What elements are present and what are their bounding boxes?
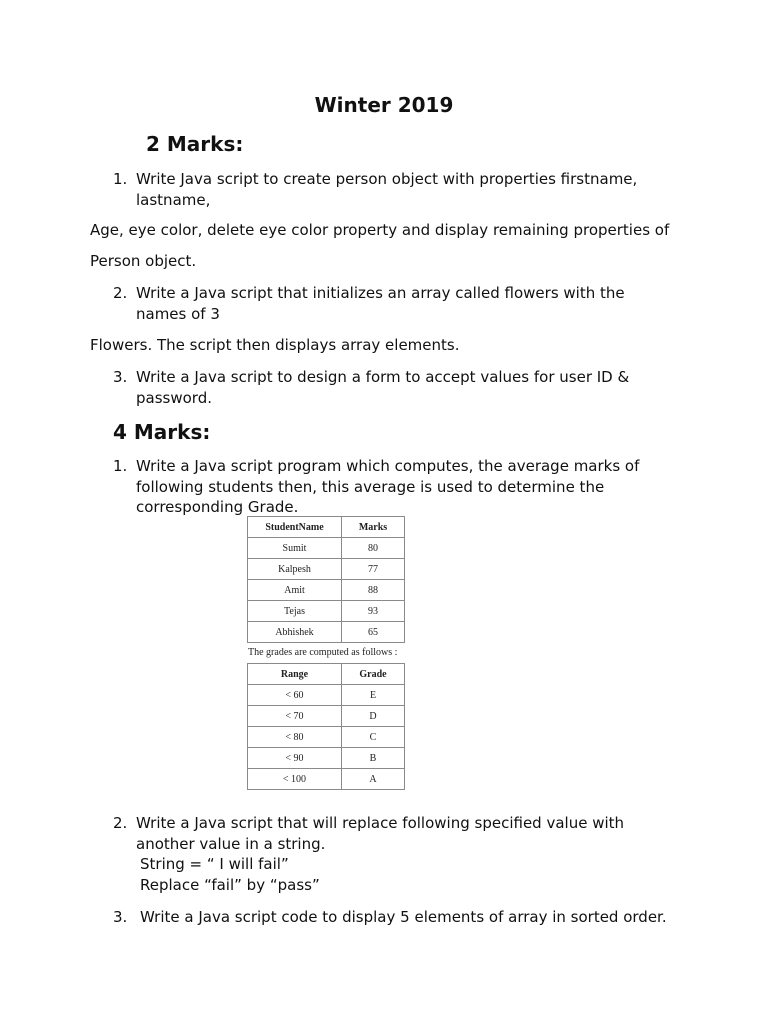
question-line: another value in a string. (136, 834, 326, 853)
table-header: Grade (342, 664, 405, 685)
page-title: Winter 2019 (314, 93, 454, 117)
question-number: 1. (113, 457, 128, 475)
question-line: Replace “fail” by “pass” (140, 875, 320, 894)
table-cell: < 80 (248, 727, 342, 748)
table-cell: Sumit (248, 538, 342, 559)
grades-note: The grades are computed as follows : (248, 647, 398, 658)
table-row (248, 622, 405, 643)
section-heading-2-marks: 2 Marks: (146, 132, 244, 156)
table-row (248, 580, 405, 601)
question-text (136, 169, 676, 210)
question-number: 3. (113, 368, 128, 386)
question-line: Write Java script to create person object with properties firstname, (136, 170, 638, 188)
table-cell: A (342, 769, 405, 790)
table-header: StudentName (248, 517, 342, 538)
table-row (248, 706, 405, 727)
question-line: names of 3 (136, 304, 220, 323)
students-table (247, 516, 405, 643)
table-cell: 93 (342, 601, 405, 622)
table-row (248, 769, 405, 790)
table-row (248, 685, 405, 706)
question-line: Write a Java script program which computes, the average marks of (136, 457, 640, 475)
table-cell: 65 (342, 622, 405, 643)
question-line: Write a Java script that initializes an array called flowers with the (136, 284, 625, 302)
question-text (136, 456, 676, 518)
table-row (248, 538, 405, 559)
table-cell: Amit (248, 580, 342, 601)
question-continuation: Age, eye color, delete eye color property and display remaining properties of (90, 221, 670, 239)
table-cell: < 100 (248, 769, 342, 790)
table-row (248, 601, 405, 622)
question-continuation: Flowers. The script then displays array elements. (90, 336, 460, 354)
question-number: 3. (113, 908, 128, 926)
table-row (248, 727, 405, 748)
question-line: following students then, this average is used to determine the (136, 477, 605, 496)
table-cell: 88 (342, 580, 405, 601)
question-number: 2. (113, 814, 128, 832)
question-number: 2. (113, 284, 128, 302)
question-text: Write a Java script code to display 5 elements of array in sorted order. (140, 908, 667, 926)
grades-table (247, 663, 405, 790)
question-line: Write a Java script to design a form to accept values for user ID & (136, 368, 630, 386)
question-text (136, 813, 676, 895)
table-cell: Tejas (248, 601, 342, 622)
table-header: Marks (342, 517, 405, 538)
question-continuation: Person object. (90, 252, 197, 270)
table-cell: 77 (342, 559, 405, 580)
question-line: Write a Java script that will replace following specified value with (136, 814, 625, 832)
question-text (136, 283, 676, 324)
table-header: Range (248, 664, 342, 685)
section-heading-4-marks: 4 Marks: (113, 420, 211, 444)
question-line: String = “ I will fail” (140, 855, 289, 873)
table-cell: Abhishek (248, 622, 342, 643)
table-cell: E (342, 685, 405, 706)
table-cell: < 70 (248, 706, 342, 727)
table-cell: C (342, 727, 405, 748)
table-cell: B (342, 748, 405, 769)
table-cell: < 60 (248, 685, 342, 706)
table-header-row (248, 517, 405, 538)
table-cell: D (342, 706, 405, 727)
question-line: lastname, (136, 190, 211, 209)
question-text (136, 367, 676, 408)
table-cell: Kalpesh (248, 559, 342, 580)
question-line: corresponding Grade. (136, 498, 299, 516)
question-line: password. (136, 388, 212, 407)
table-row (248, 748, 405, 769)
table-header-row (248, 664, 405, 685)
table-cell: < 90 (248, 748, 342, 769)
table-cell: 80 (342, 538, 405, 559)
question-number: 1. (113, 170, 128, 188)
table-row (248, 559, 405, 580)
